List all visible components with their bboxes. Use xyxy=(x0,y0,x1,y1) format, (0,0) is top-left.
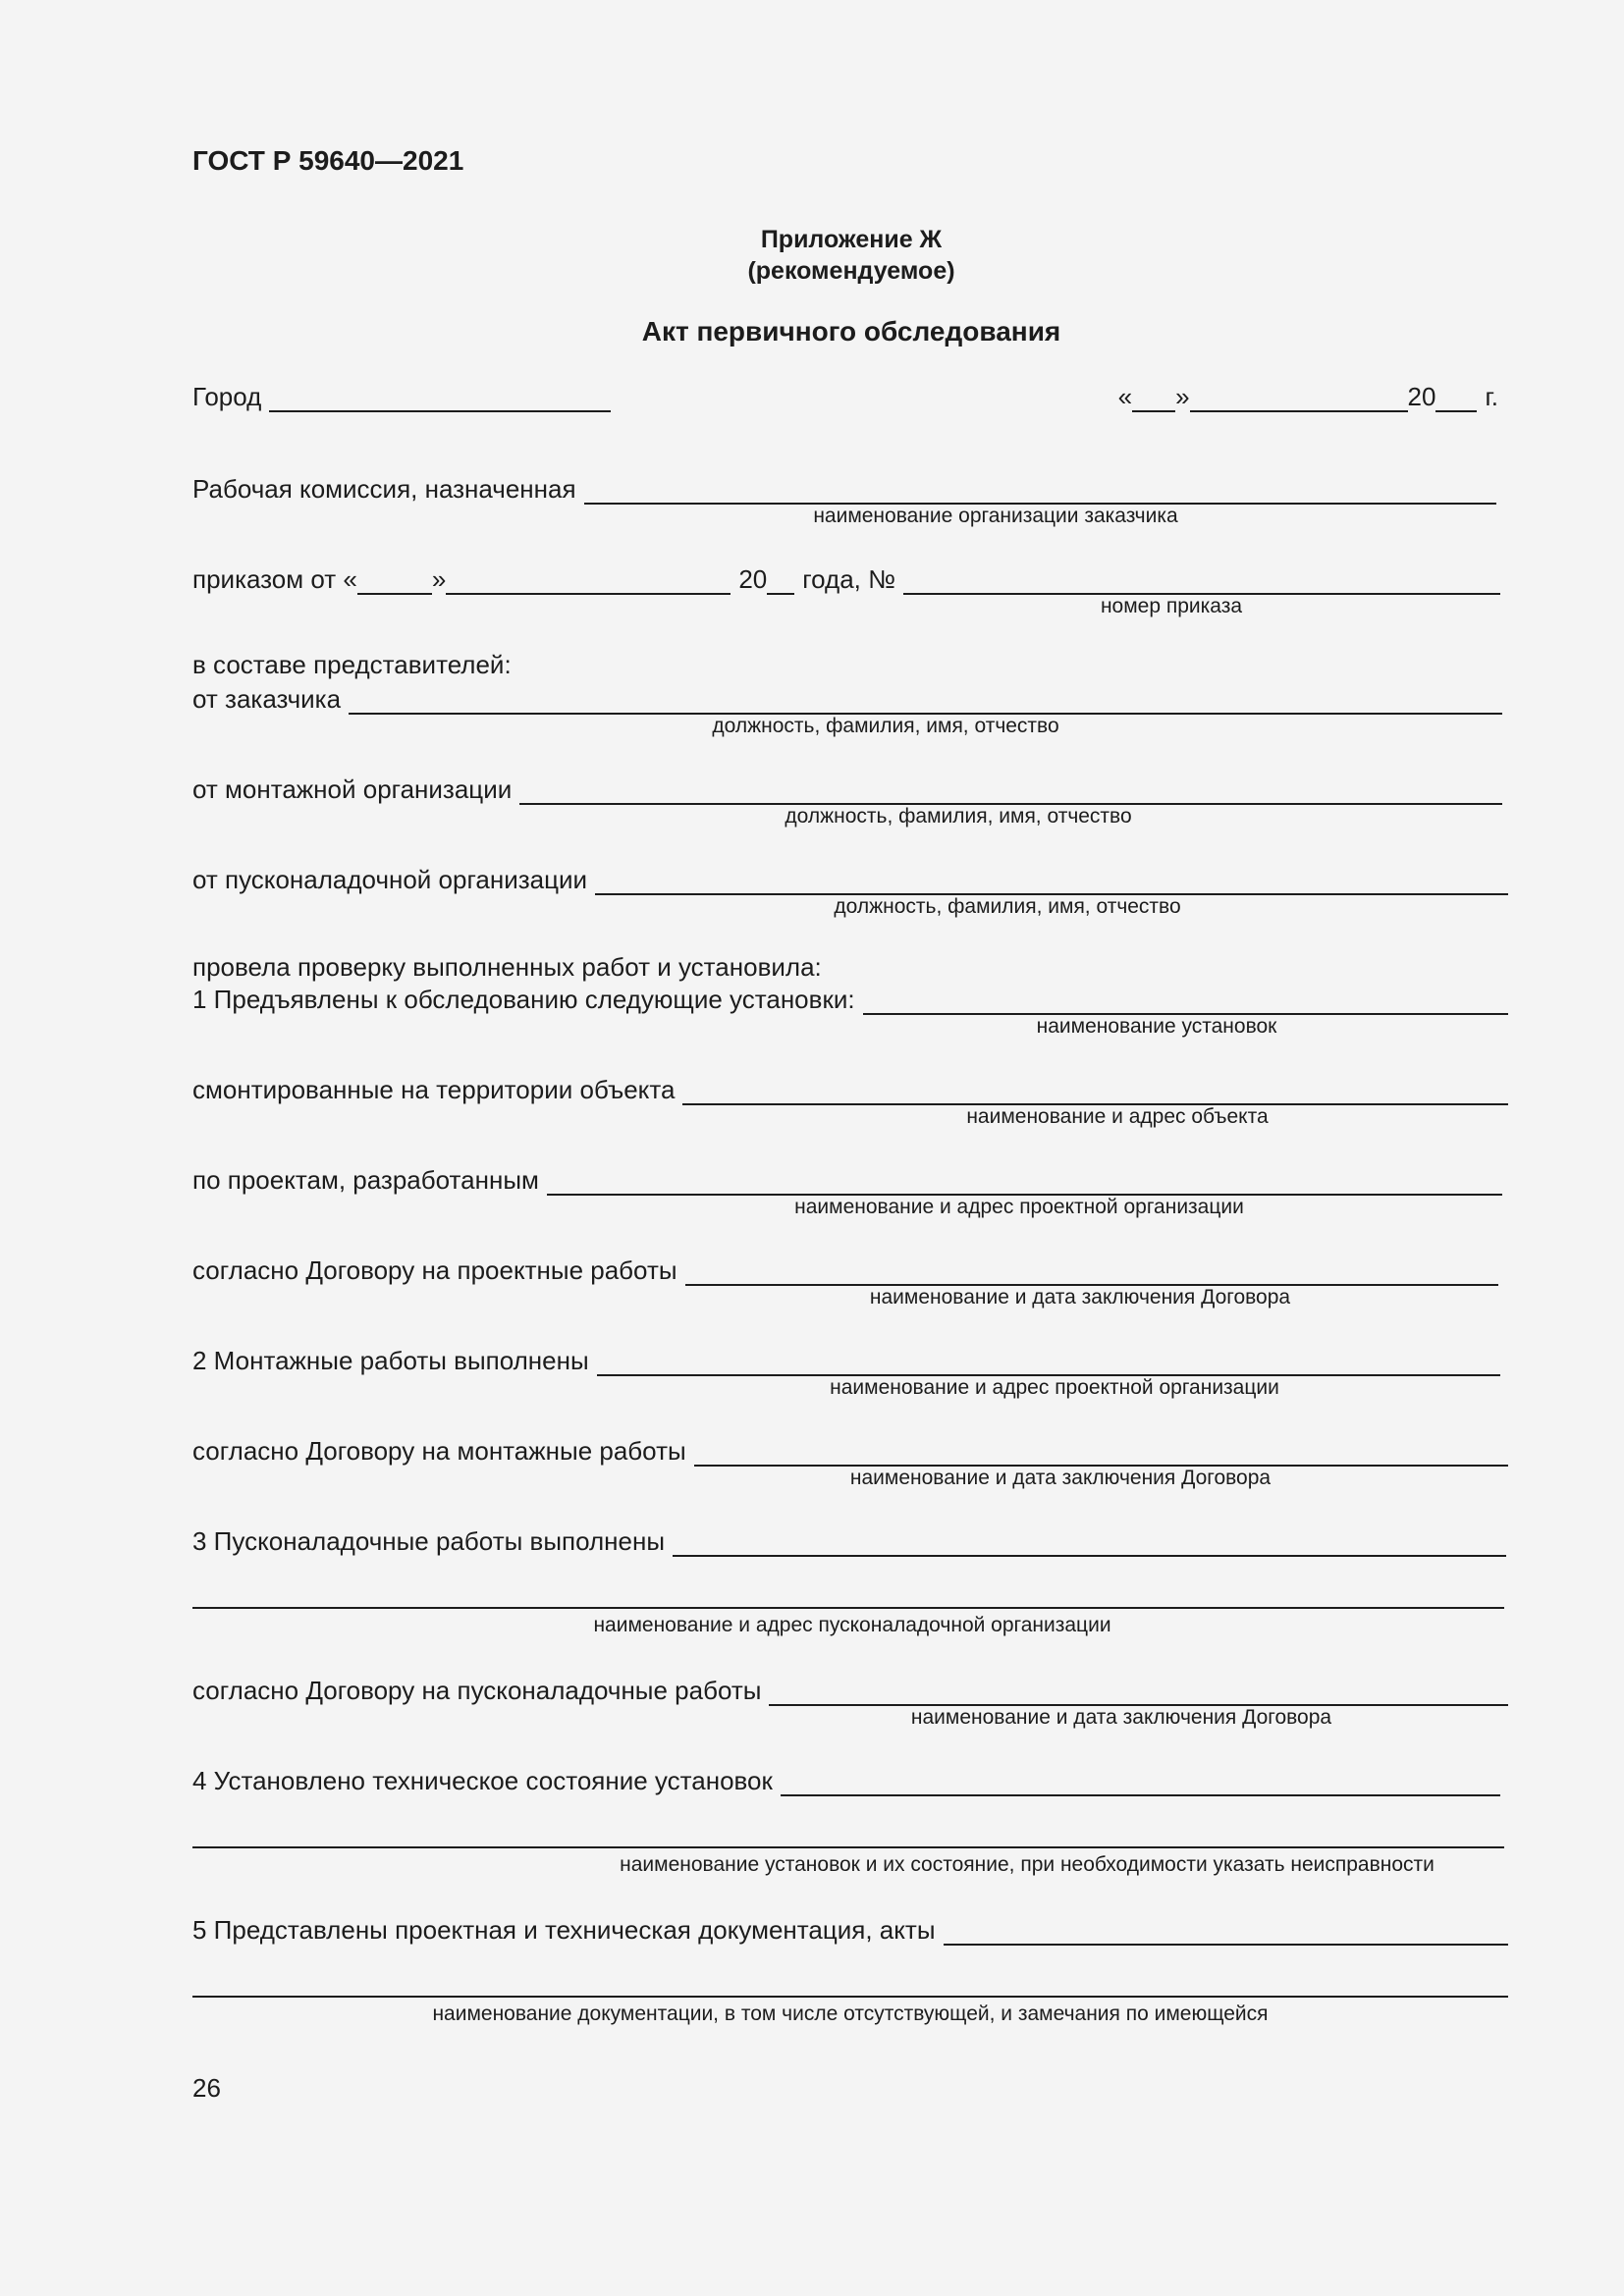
document-title: Акт первичного обследования xyxy=(641,316,1061,347)
date-day-field[interactable] xyxy=(1132,385,1175,412)
projects-hint: наименование и адрес проектной организации xyxy=(794,1196,1244,1218)
date-year-prefix: 20 xyxy=(1407,382,1436,411)
page-number: 26 xyxy=(192,2073,221,2103)
gost-header: ГОСТ Р 59640—2021 xyxy=(192,145,464,176)
commissioning-rep-field[interactable] xyxy=(595,868,1508,895)
commissioning-rep-hint: должность, фамилия, имя, отчество xyxy=(834,895,1181,918)
order-number-field[interactable] xyxy=(903,567,1500,595)
design-contract-label: согласно Договору на проектные работы xyxy=(192,1255,677,1285)
mounted-field[interactable] xyxy=(682,1078,1508,1105)
item5-continuation-field[interactable] xyxy=(192,1996,1508,1998)
date-year-suffix: г. xyxy=(1485,382,1498,411)
date-year-field[interactable] xyxy=(1435,385,1477,412)
date-quote-open: « xyxy=(1117,382,1133,411)
item2-row xyxy=(192,1341,1500,1376)
date-month-field[interactable] xyxy=(1190,385,1408,412)
customer-rep-row xyxy=(192,679,1502,715)
mounted-hint: наименование и адрес объекта xyxy=(966,1105,1269,1128)
order-prefix: приказом от « xyxy=(192,564,357,594)
commission-label: Рабочая комиссия, назначенная xyxy=(192,474,576,504)
mount-contract-label: согласно Договору на монтажные работы xyxy=(192,1436,686,1466)
commission-field[interactable] xyxy=(584,477,1496,505)
mounting-rep-hint: должность, фамилия, имя, отчество xyxy=(785,805,1132,828)
item2-field[interactable] xyxy=(597,1349,1500,1376)
mount-contract-row xyxy=(192,1431,1508,1467)
order-hint: номер приказа xyxy=(1100,595,1243,617)
order-row xyxy=(192,560,1500,595)
item4-row xyxy=(192,1761,1500,1796)
appendix-label: Приложение Ж xyxy=(760,226,943,253)
mount-contract-field[interactable] xyxy=(694,1439,1508,1467)
commissioning-rep-label: от пусконаладочной организации xyxy=(192,865,588,894)
item1-field[interactable] xyxy=(863,988,1508,1015)
projects-label: по проектам, разработанным xyxy=(192,1165,539,1195)
design-contract-row xyxy=(192,1251,1498,1286)
projects-field[interactable] xyxy=(547,1168,1502,1196)
item1-row xyxy=(192,980,1508,1015)
appendix-heading xyxy=(0,224,1624,287)
item5-field[interactable] xyxy=(944,1918,1508,1946)
city-label: Город xyxy=(192,382,262,411)
customer-rep-field[interactable] xyxy=(349,687,1502,715)
item4-hint: наименование установок и их состояние, при необходимости указать неисправности xyxy=(620,1853,1435,1876)
mounting-rep-row xyxy=(192,770,1502,805)
customer-rep-label: от заказчика xyxy=(192,684,342,714)
order-month-field[interactable] xyxy=(446,567,731,595)
order-year-suffix: года, № xyxy=(802,564,896,594)
item5-hint: наименование документации, в том числе отсутствующей, и замечания по имеющейся xyxy=(432,2002,1269,2025)
design-contract-hint: наименование и дата заключения Договора xyxy=(869,1286,1291,1308)
appendix-type: (рекомендуемое) xyxy=(747,257,955,285)
item4-continuation-field[interactable] xyxy=(192,1846,1504,1848)
item2-hint: наименование и адрес проектной организации xyxy=(830,1376,1279,1399)
customer-rep-hint: должность, фамилия, имя, отчество xyxy=(712,715,1059,737)
item4-label: 4 Установлено техническое состояние установок xyxy=(192,1766,773,1795)
reps-intro: в составе представителей: xyxy=(192,650,512,679)
commission-row xyxy=(192,469,1496,505)
mounted-label: смонтированные на территории объекта xyxy=(192,1075,676,1104)
city-date-row xyxy=(192,377,1498,412)
comm-contract-hint: наименование и дата заключения Договора xyxy=(910,1706,1332,1729)
order-quote-close: » xyxy=(431,564,447,594)
date-quote-close: » xyxy=(1175,382,1190,411)
order-year-prefix: 20 xyxy=(738,564,768,594)
mount-contract-hint: наименование и дата заключения Договора xyxy=(849,1467,1272,1489)
item5-row xyxy=(192,1910,1508,1946)
item4-field[interactable] xyxy=(781,1769,1500,1796)
item3-hint: наименование и адрес пусконаладочной организации xyxy=(593,1614,1111,1636)
commissioning-rep-row xyxy=(192,860,1508,895)
mounted-row xyxy=(192,1070,1508,1105)
order-year-field[interactable] xyxy=(767,567,794,595)
item3-continuation-field[interactable] xyxy=(192,1607,1504,1609)
comm-contract-field[interactable] xyxy=(769,1679,1508,1706)
item2-label: 2 Монтажные работы выполнены xyxy=(192,1346,589,1375)
comm-contract-row xyxy=(192,1671,1508,1706)
order-day-field[interactable] xyxy=(357,567,432,595)
check-intro: провела проверку выполненных работ и установила: xyxy=(192,952,822,982)
item1-hint: наименование установок xyxy=(1036,1015,1277,1038)
item3-label: 3 Пусконаладочные работы выполнены xyxy=(192,1526,666,1556)
item1-label: 1 Предъявлены к обследованию следующие установки: xyxy=(192,985,855,1014)
mounting-rep-field[interactable] xyxy=(519,777,1502,805)
item3-field[interactable] xyxy=(673,1529,1506,1557)
commission-hint: наименование организации заказчика xyxy=(813,505,1178,527)
design-contract-field[interactable] xyxy=(685,1258,1498,1286)
comm-contract-label: согласно Договору на пусконаладочные работы xyxy=(192,1676,762,1705)
city-field[interactable] xyxy=(269,385,611,412)
item5-label: 5 Представлены проектная и техническая документация, акты xyxy=(192,1915,936,1945)
item3-row xyxy=(192,1522,1506,1557)
projects-row xyxy=(192,1160,1502,1196)
mounting-rep-label: от монтажной организации xyxy=(192,774,513,804)
